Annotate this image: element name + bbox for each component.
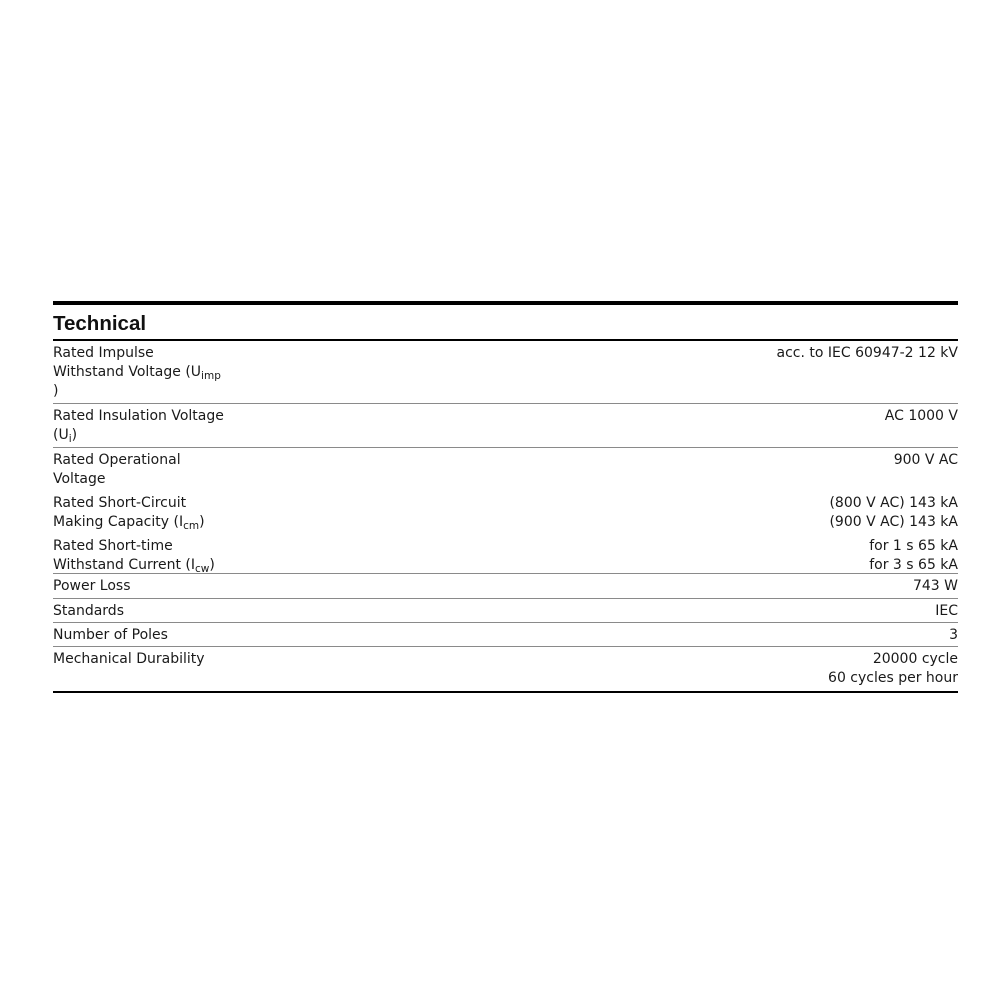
spec-label: Power Loss [53, 578, 131, 594]
spec-label: Rated Impulse Withstand Voltage ($U_{imp}$ ) [53, 345, 221, 399]
spec-value: 743 W [912, 578, 958, 594]
spec-label: Number of Poles [53, 627, 168, 643]
spec-label: Rated Short-Circuit Making Capacity $(I_{cm})$ [53, 495, 205, 532]
spec-label: Rated Insulation Voltage $(U_i)$ [53, 408, 224, 445]
spec-row-rated-impulse-withstand-voltage [53, 341, 958, 404]
spec-value: for 1 s 65 kA for 3 s 65 kA [869, 538, 958, 573]
spec-label: Standards [53, 603, 124, 619]
spec-value: 3 [949, 627, 958, 643]
spec-row-rated-operational-voltage [53, 448, 958, 491]
spec-value: 20000 cycle 60 cycles per hour [828, 651, 958, 686]
spec-row-number-of-poles [53, 623, 958, 647]
spec-row-rated-short-circuit-making-capacity [53, 491, 958, 534]
technical-spec-table [53, 301, 958, 693]
spec-label: Rated Operational Voltage [53, 452, 181, 487]
spec-row-power-loss [53, 574, 958, 599]
spec-value: (800 V AC) 143 kA (900 V AC) 143 kA [829, 495, 958, 530]
spec-value: 900 V AC [893, 452, 958, 468]
spec-label: Mechanical Durability [53, 651, 205, 667]
section-title: Technical [53, 305, 958, 341]
spec-value: acc. to IEC 60947-2 12 kV [776, 345, 958, 361]
spec-row-rated-insulation-voltage [53, 404, 958, 448]
spec-row-standards [53, 599, 958, 623]
spec-value: AC 1000 V [884, 408, 958, 424]
spec-row-mechanical-durability [53, 647, 958, 693]
spec-label: Rated Short-time Withstand Current $(I_{cw})$ [53, 538, 215, 575]
spec-value: IEC [935, 603, 958, 619]
spec-row-rated-short-time-withstand-current [53, 534, 958, 574]
